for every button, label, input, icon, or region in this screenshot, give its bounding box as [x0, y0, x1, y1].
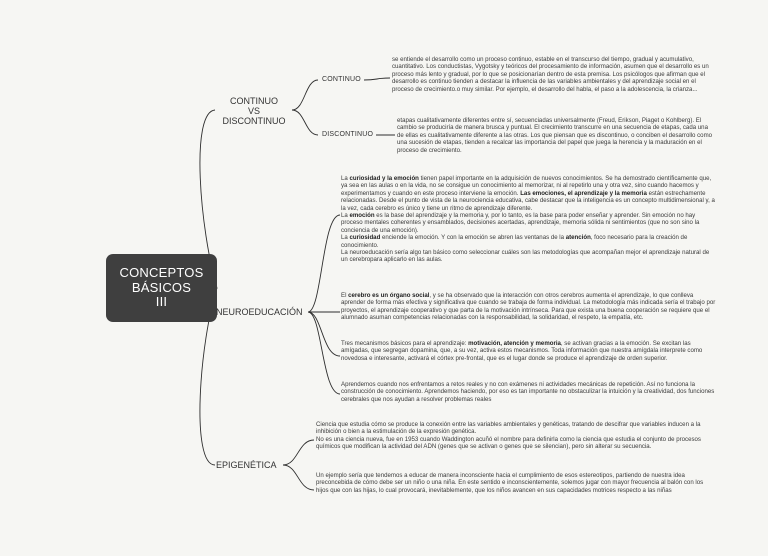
branch-continuo-discontinuo: CONTINUO VS DISCONTINUO: [222, 96, 286, 126]
text-neuro-mecanismos: Tres mecanismos básicos para el aprendizaje: motivación, atención y memoria, se activan gracias a la emoción. Se excitan las amígadas, que segregan dopamina, que, a su vez, activa estos mecanismos. Toda información que nuestra amígdala interprete como novedosa e interesante, activará el córtex pre-frontal, que es el lugar donde se produce el aprendizaje de orden superior.: [341, 340, 703, 362]
text-neuro-retos: Aprendemos cuando nos enfrentamos a retos reales y no con exámenes ni actividades mecánicas de repetición. Así no funciona la construcción de conocimiento. Aprendemos haciendo, por eso es tan importante no obstaculizar la intuición y la creatividad, dos funciones cerebrales que nos ayudan a resolver problemas reales: [341, 381, 715, 403]
text-discontinuo: etapas cualitativamente diferentes entre sí, secuenciadas universalmente (Freud, Erikson, Piaget o Kohlberg). El cambio se produciría de manera brusca y puntual. El crecimiento transcurre en una secuencia de etapas, cada una de ellas es cualitativamente diferente a las otras. Los que piensan que es discontinuo, o conciben el desarrollo como una sucesión de etapas, tienden a recalcar las importancia del papel que juega la herencia y la maduración en el proceso de crecimiento.: [397, 117, 713, 154]
node-continuo: CONTINUO: [322, 76, 361, 83]
text-epi-ejemplo: Un ejemplo sería que tendemos a educar de manera inconsciente hacia el cumplimiento de esos estereotipos, partiendo de nuestra idea preconcebida de cómo debe ser un niño o una niña. En este sentido e inconscientemente, solemos jugar con mayor frecuencia al balón con los hijos que con las hijas, lo cual provocará, inevitablemente, que los niños avancen en sus capacidades motrices respecto a las niñas: [316, 472, 704, 494]
branch-neuroeducacion: NEUROEDUCACIÓN: [216, 307, 303, 317]
text-neuro-cerebro-social: El cerebro es un órgano social, y se ha observado que la interacción con otros cerebros aumenta el aprendizaje, lo que conlleva aprender de forma más efectiva y significativa que cuando se trabaja de forma individual. La metodología más indicada sería el trabajo por proyectos, el aprendizaje cooperativo y que parta de la motivación intrínseca. Para que exista una buena cooperación se requiere que el alumnado asuman competencias relacionadas con la responsabilidad, la solidaridad, el respeto, la empatía, etc.: [341, 292, 716, 322]
text-continuo: se entiende el desarrollo como un proceso continuo, estable en el transcurso del tiempo, gradual y acumulativo, cuantitativo. Los conductistas, Vygotsky y teóricos del procesamiento de información, asumen que el desarrollo es un proceso más lento y gradual, por lo que se posicionarían dentro de esta premisa. Los psicólogos que afirman que el desarrollo es continuo tienden a destacar la influencia de las variables ambientales y del aprendizaje social en el proceso de crecimiento.o muy similar. Por ejemplo, el desarrollo del habla, el paso a la adolescencia, la crianza...: [392, 56, 709, 93]
node-discontinuo: DISCONTINUO: [322, 131, 374, 138]
branch-epigenetica: EPIGENÉTICA: [216, 460, 277, 470]
text-epi-definicion: Ciencia que estudia cómo se produce la conexión entre las variables ambientales y genéticas, tratando de descifrar que variables inducen a la inhibición o bien a la estimulación de la expresión genética. No es una ciencia nueva, fue en 1953 cuando Waddington acuñó el nombre para definirla como la ciencia que estudia el conjunto de procesos químicos que modifican la actividad del ADN (genes que se activan o genes que se silencian), pero sin alterar su secuencia.: [316, 421, 701, 451]
text-neuro-curiosidad: La curiosidad y la emoción tienen papel importante en la adquisición de nuevos conocimientos. Se ha demostrado científicamente que, ya sea en las aulas o en la vida, no se consigue un conocimiento al memorizar, ni al repetirlo una y otra vez, sino cuando hacemos y experimentamos y cuando en este proceso interviene la emoción. Las emociones, el aprendizaje y la memoria están estrechamente relacionadas. Desde el punto de vista de la neurociencia educativa, cabe destacar que la inteligencia es un concepto multidimensional y, a la vez, cada cerebro es único y tiene un ritmo de aprendizaje diferente. La emoción es la base del aprendizaje y la memoria y, por lo tanto, es la base para poder enseñar y aprender. Sin emoción no hay proceso mentales coherentes y ensamblados, decisiones acertadas, aprendizaje, memoria sólida ni sentimientos (que no son sino la conciencia de una emoción). La curiosidad enciende la emoción. Y con la emoción se abren las ventanas de la atención, foco necesario para la creación de conocimiento. La neuroeducación sería algo tan básico como seleccionar cuáles son las metodologías que acompañan mejor el aprendizaje natural de un cerebropara aplicarlo en las aulas.: [341, 175, 715, 264]
central-node: CONCEPTOS BÁSICOS III: [106, 254, 217, 322]
